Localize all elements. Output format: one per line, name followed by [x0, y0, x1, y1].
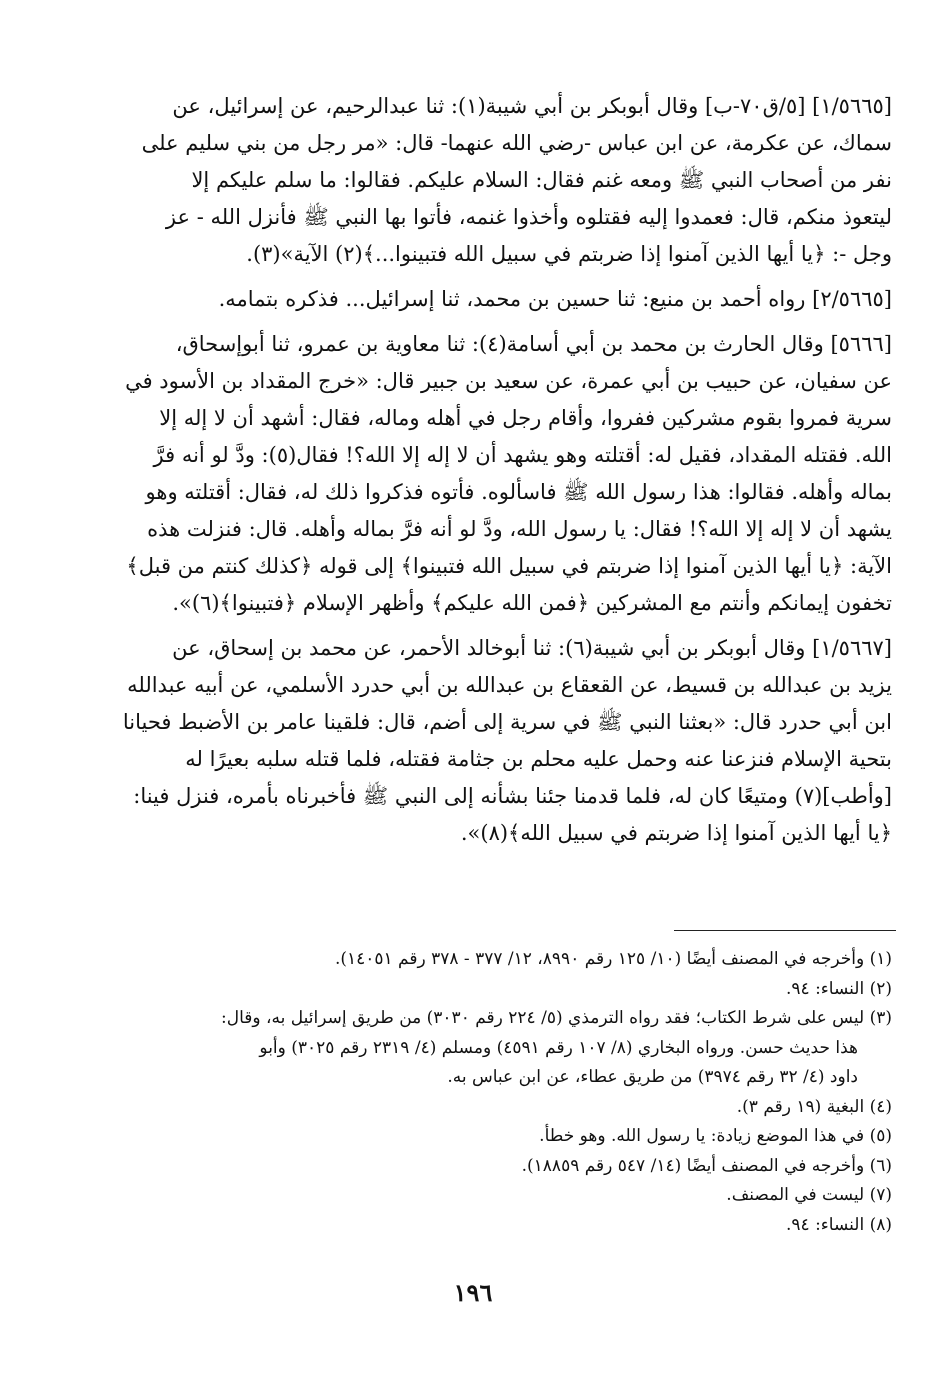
text-line: [٥٦٦٦] وقال الحارث بن محمد بن أبي أسامة(٤): ثنا معاوية بن عمرو، ثنا أبوإسحاق،: [175, 332, 892, 356]
hadith-5665-1: [50, 88, 892, 273]
text-line: [وأطب](٧) ومتيعًا كان له، فلما قدمنا جئنا بشأنه إلى النبي ﷺ فأخبرناه بأمره، فنزل فينا:: [133, 784, 892, 808]
footnotes: [50, 945, 892, 1240]
footnote: [50, 945, 892, 975]
footnote-line: (٤) البغية (١٩ رقم ٣).: [736, 1096, 892, 1117]
text-line: سرية فمروا بقوم مشركين ففروا، وأقام رجل في أهله وماله، فقال: أشهد أن لا إله إلا: [159, 406, 892, 430]
footnote-line: (٥) في هذا الموضع زيادة: يا رسول الله. وهو خطأ.: [539, 1126, 892, 1146]
text-line: ابن أبي حدرد قال: «بعثنا النبي ﷺ في سرية إلى أضم، قال: فلقينا عامر بن الأضبط فحيانا: [122, 710, 892, 734]
text-line: تخفون إيمانكم وأنتم مع المشركين ﴿فمن الله عليكم﴾ وأظهر الإسلام ﴿فتبينوا﴾(٦)».: [172, 591, 892, 615]
footnote: [50, 1093, 892, 1123]
text-line: يزيد بن عبدالله بن قسيط، عن القعقاع بن عبدالله بن أبي حدرد الأسلمي، عن أبيه عبدالله: [127, 673, 892, 697]
footnote-line: هذا حديث حسن. ورواه البخاري (٨/ ١٠٧ رقم ٤٥٩١) ومسلم (٤/ ٢٣١٩ رقم ٣٠٢٥) وأبو: [259, 1037, 858, 1058]
text-line: سماك، عن عكرمة، عن ابن عباس -رضي الله عنهما- قال: «مر رجل من بني سليم على: [141, 131, 892, 155]
footnote-line: (٦) وأخرجه في المصنف أيضًا (١٤/ ٥٤٧ رقم ١٨٨٥٩).: [521, 1155, 892, 1176]
footnote-line: (٧) ليست في المصنف.: [726, 1185, 892, 1205]
footnote: [50, 1211, 892, 1241]
footnote-line: (٢) النساء: ٩٤.: [786, 978, 892, 999]
footnote-line: داود (٤/ ٣٢ رقم ٣٩٧٤) من طريق عطاء، عن ابن عباس به.: [447, 1067, 858, 1087]
main-text: [50, 88, 892, 852]
text-line: وجل -: ﴿يا أيها الذين آمنوا إذا ضربتم في سبيل الله فتبينوا...﴾(٢) الآية»(٣).: [246, 242, 892, 266]
text-line: الله. فقتله المقداد، فقيل له: أقتلته وهو يشهد أن لا إله إلا الله؟! فقال(٥): ودَّ لو أنه فرَّ: [153, 443, 892, 467]
footnote-separator: [674, 930, 896, 931]
footnote-line: (٨) النساء: ٩٤.: [786, 1214, 892, 1235]
text-line: نفر من أصحاب النبي ﷺ ومعه غنم فقال: السلام عليكم. فقالوا: ما سلم عليكم إلا: [191, 168, 892, 192]
text-line: [١/٥٦٦٥] [٥/ق٧٠-ب] وقال أبوبكر بن أبي شيبة(١): ثنا عبدالرحيم، عن إسرائيل، عن: [172, 94, 892, 118]
footnote: [50, 1181, 892, 1211]
text-line: يشهد أن لا إله إلا الله؟! فقال: يا رسول الله، ودَّ لو أنه فرَّ بماله وأهله. قال: فنزلت هذه: [147, 517, 892, 541]
footnote-line: (١) وأخرجه في المصنف أيضًا (١٠/ ١٢٥ رقم ٨٩٩٠، ١٢/ ٣٧٧ - ٣٧٨ رقم ١٤٠٥١).: [334, 949, 892, 969]
hadith-5667-1: [50, 630, 892, 852]
text-line: بتحية الإسلام فنزعنا عنه وحمل عليه محلم بن جثامة فقتله، فلما قتله سلبه بعيرًا له: [185, 747, 892, 771]
text-line: ليتعوذ منكم، قال: فعمدوا إليه فقتلوه وأخذوا غنمه، فأتوا بها النبي ﷺ فأنزل الله - عز: [165, 205, 892, 229]
text-line: [١/٥٦٦٧] وقال أبوبكر بن أبي شيبة(٦): ثنا أبوخالد الأحمر، عن محمد بن إسحاق، عن: [172, 636, 892, 660]
text-line: بماله وأهله. فقالوا: هذا رسول الله ﷺ فاسألوه. فأتوه فذكروا ذلك له، فقال: أقتلته وهو: [145, 480, 892, 504]
page-number: ١٩٦: [453, 1278, 493, 1307]
hadith-5666: [50, 326, 892, 622]
text-line: الآية: ﴿يا أيها الذين آمنوا إذا ضربتم في سبيل الله فتبينوا﴾ إلى قوله ﴿كذلك كنتم من قبل﴾: [126, 554, 892, 578]
hadith-5665-2: [50, 281, 892, 318]
footnote: [50, 1152, 892, 1182]
footnote-line: (٣) ليس على شرط الكتاب؛ فقد رواه الترمذي (٥/ ٢٢٤ رقم ٣٠٣٠) من طريق إسرائيل به، وقال:: [221, 1008, 892, 1028]
footnote: [50, 1122, 892, 1152]
text-line: عن سفيان، عن حبيب بن أبي عمرة، عن سعيد بن جبير قال: «خرج المقداد بن الأسود في: [125, 369, 892, 393]
text-line: [٢/٥٦٦٥] رواه أحمد بن منيع: ثنا حسين بن محمد، ثنا إسرائيل... فذكره بتمامه.: [218, 287, 892, 311]
footnote: [50, 1004, 892, 1093]
footnote: [50, 975, 892, 1005]
text-line: ﴿يا أيها الذين آمنوا إذا ضربتم في سبيل الله﴾(٨)».: [460, 821, 892, 845]
